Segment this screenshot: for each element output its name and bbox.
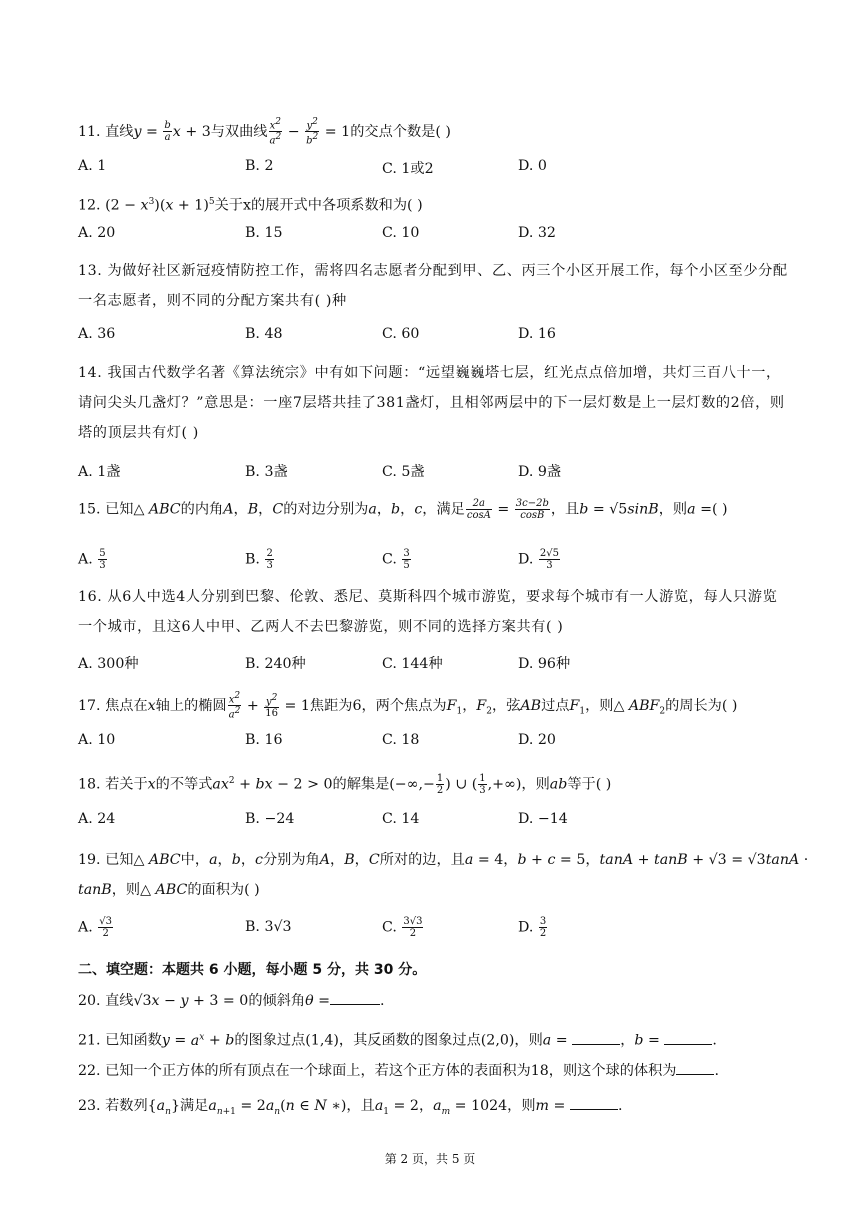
- option-b[interactable]: B. $\frac{2}{3}$: [245, 548, 273, 571]
- option-a[interactable]: A. 24: [78, 811, 116, 827]
- question-17: 17. 焦点在x轴上的椭圆 $\frac{x^2}{a^2}$ + $\frac{y^2}{16}$ = 1焦距为6，两个焦点为$F_1$，$F_2$，弦AB过点$F_1$，则△ $ABF_2$的周长为( ): [78, 691, 738, 721]
- question-12: 12. $(2 - x^3)(x + 1)^5$关于x的展开式中各项系数和为( ): [78, 197, 423, 214]
- question-19: 19. 已知△ ABC中，a，b，c分别为角A，B，C所对的边，且a = 4，b + c = 5，tanA + tanB + √3 = √3tanA · tanB，则△ ABC的面积为( ): [78, 852, 809, 898]
- option-c[interactable]: C. $\frac{3}{5}$: [382, 548, 410, 571]
- option-d[interactable]: D. $\frac{3}{2}$: [518, 916, 547, 939]
- answer-blank[interactable]: [572, 1030, 620, 1045]
- question-18: 18. 若关于x的不等式$ax^2$ + bx − 2 > 0的解集是(−∞,− $\frac{1}{2}$ ) ∪ ( $\frac{1}{3}$ ,+∞)，则ab等于( ): [78, 773, 612, 797]
- question-11: 11. 直线y = $\frac{b}{a}$ x + 3与双曲线 $\frac{x^2}{a^2}$ − $\frac{y^2}{b^2}$ = 1的交点个数是( ): [78, 117, 451, 147]
- option-a[interactable]: A. 20: [78, 225, 116, 241]
- option-c[interactable]: C. 10: [382, 225, 420, 241]
- option-b[interactable]: B. 3√3: [245, 919, 292, 935]
- option-d[interactable]: D. 20: [518, 732, 556, 748]
- question-13: 13. 为做好社区新冠疫情防控工作，需将四名志愿者分配到甲、乙、丙三个小区开展工作，每个小区至少分配一名志愿者，则不同的分配方案共有( )种: [78, 263, 788, 309]
- option-b[interactable]: B. 48: [245, 326, 283, 342]
- option-b[interactable]: B. 15: [245, 225, 283, 241]
- option-a[interactable]: A. $\frac{√3}{2}$: [78, 916, 113, 939]
- option-a[interactable]: A. 1: [78, 158, 107, 174]
- option-a[interactable]: A. 10: [78, 732, 116, 748]
- answer-blank[interactable]: [570, 1095, 618, 1110]
- answer-blank[interactable]: [664, 1030, 712, 1045]
- option-c[interactable]: C. 1或2: [382, 161, 434, 177]
- option-a[interactable]: A. 36: [78, 326, 116, 342]
- question-22: 22. 已知一个正方体的所有顶点在一个球面上，若这个正方体的表面积为18，则这个球的体积为 .: [78, 1060, 788, 1082]
- option-c[interactable]: C. $\frac{3√3}{2}$: [382, 916, 423, 939]
- option-c[interactable]: C. 5盏: [382, 464, 425, 480]
- question-21: 21. 已知函数$y = a^x + b$的图象过点(1,4)，其反函数的图象过点(2,0)，则a = ，b = .: [78, 1026, 788, 1052]
- question-23: 23. 若数列$\{a_n\}$满足$a_{n+1} = 2a_n(n$ ∈ N ∗)，且$a_1 = 2$，$a_m = 1024$，则m = .: [78, 1095, 788, 1123]
- option-b[interactable]: B. 16: [245, 732, 283, 748]
- option-b[interactable]: B. −24: [245, 811, 295, 827]
- option-b[interactable]: B. 240种: [245, 656, 306, 672]
- option-d[interactable]: D. 0: [518, 158, 547, 174]
- question-14: 14. 我国古代数学名著《算法统宗》中有如下问题：“远望巍巍塔七层，红光点点倍加增，共灯三百八十一，请问尖头几盏灯？”意思是：一座7层塔共挂了381盏灯，且相邻两层中的下一层灯数是上一层灯数的2倍，则塔的顶层共有灯( ): [78, 365, 785, 441]
- option-d[interactable]: D. 96种: [518, 656, 571, 672]
- page-footer: 第 2 页，共 5 页: [384, 1152, 476, 1166]
- option-c[interactable]: C. 144种: [382, 656, 443, 672]
- answer-blank[interactable]: [330, 990, 380, 1005]
- option-d[interactable]: D. $\frac{2√5}{3}$: [518, 548, 560, 571]
- option-d[interactable]: D. 9盏: [518, 464, 562, 480]
- option-a[interactable]: A. $\frac{5}{3}$: [78, 548, 106, 571]
- option-b[interactable]: B. 3盏: [245, 464, 288, 480]
- option-c[interactable]: C. 60: [382, 326, 420, 342]
- option-a[interactable]: A. 300种: [78, 656, 139, 672]
- option-b[interactable]: B. 2: [245, 158, 274, 174]
- answer-blank[interactable]: [676, 1060, 714, 1075]
- option-d[interactable]: D. 32: [518, 225, 556, 241]
- section-heading: 二、填空题：本题共 6 小题，每小题 5 分，共 30 分。: [78, 962, 427, 978]
- question-16: 16. 从6人中选4人分别到巴黎、伦敦、悉尼、莫斯科四个城市游览，要求每个城市有一人游览，每人只游览一个城市，且这6人中甲、乙两人不去巴黎游览，则不同的选择方案共有( ): [78, 589, 778, 635]
- option-d[interactable]: D. 16: [518, 326, 556, 342]
- option-c[interactable]: C. 18: [382, 732, 420, 748]
- question-15: 15. 已知△ ABC的内角A，B，C的对边分别为a，b，c，满足 $\frac{2a}{\cos A}$ = $\frac{3c-2b}{\cos B}$ ，且b = √5sinB，则a =( ): [78, 498, 728, 521]
- option-c[interactable]: C. 14: [382, 811, 420, 827]
- option-a[interactable]: A. 1盏: [78, 464, 121, 480]
- question-20: 20. 直线√3x − y + 3 = 0的倾斜角θ = .: [78, 990, 788, 1012]
- option-d[interactable]: D. −14: [518, 811, 568, 827]
